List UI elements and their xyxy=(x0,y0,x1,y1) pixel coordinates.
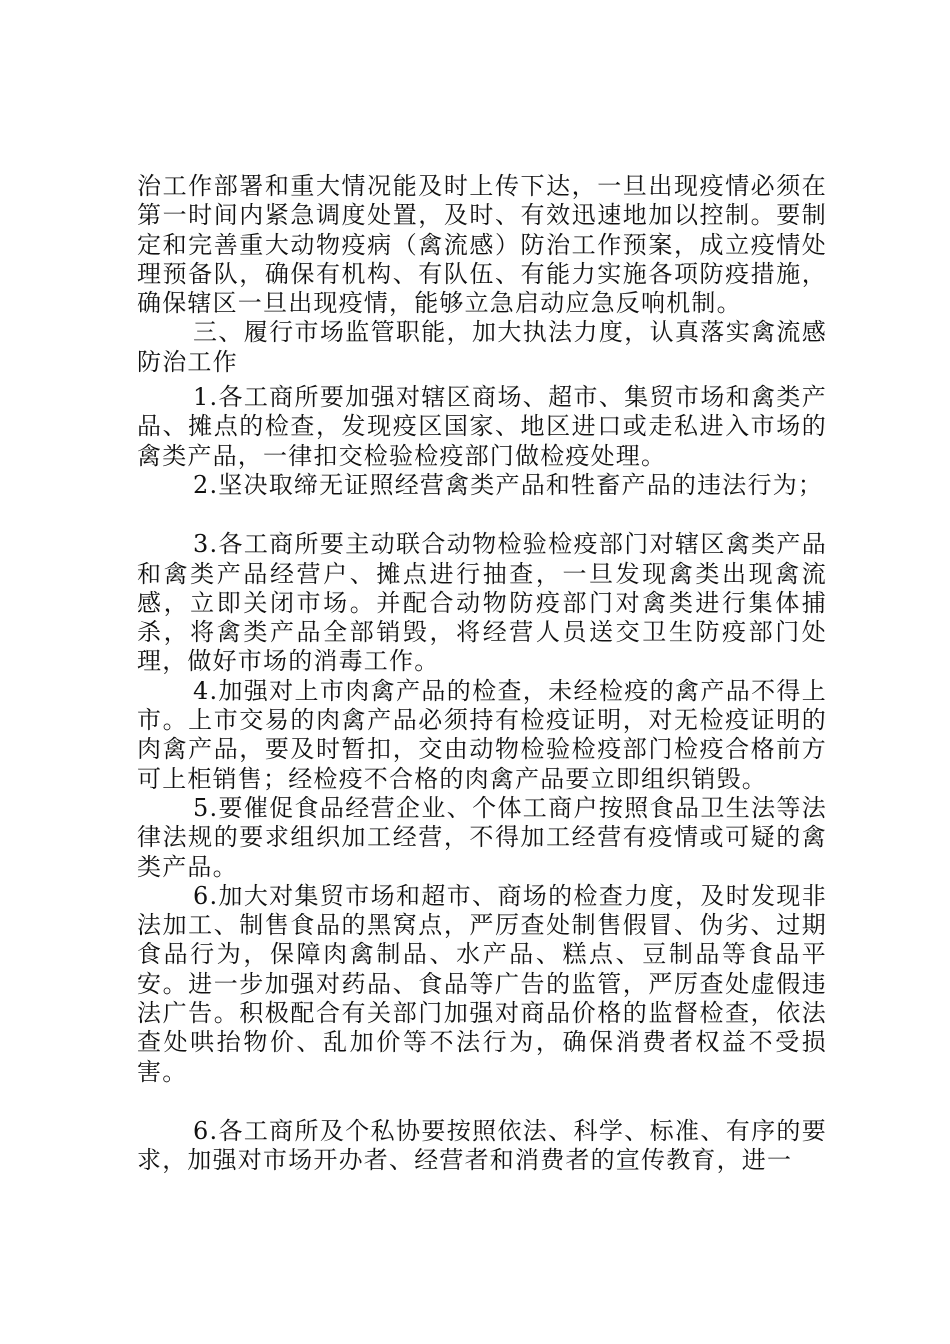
paragraph-item-4: 4.加强对上市肉禽产品的检查，未经检疫的禽产品不得上市。上市交易的肉禽产品必须持有检疫证明，对无检疫证明的肉禽产品，要及时暂扣，交由动物检验检疫部门检疫合格前方可上柜销售；经检疫不合格的肉禽产品要立即组织销毁。 xyxy=(137,676,827,793)
document-body xyxy=(137,172,827,1176)
paragraph-item-1: 1.各工商所要加强对辖区商场、超市、集贸市场和禽类产品、摊点的检查，发现疫区国家、地区进口或走私进入市场的禽类产品，一律扣交检验检疫部门做检疫处理。 xyxy=(137,383,827,470)
paragraph-item-6b: 6.各工商所及个私协要按照依法、科学、标准、有序的要求，加强对市场开办者、经营者和消费者的宣传教育，进一 xyxy=(137,1116,827,1175)
paragraph-continued-epidemic-plan: 治工作部署和重大情况能及时上传下达，一旦出现疫情必须在第一时间内紧急调度处置，及时、有效迅速地加以控制。要制定和完善重大动物疫病（禽流感）防治工作预案，成立疫情处理预备队，确保有机构、有队伍、有能力实施各项防疫措施，确保辖区一旦出现疫情，能够立急启动应急反响机制。 xyxy=(137,172,827,318)
paragraph-item-3: 3.各工商所要主动联合动物检验检疫部门对辖区禽类产品和禽类产品经营户、摊点进行抽查，一旦发现禽类出现禽流感，立即关闭市场。并配合动物防疫部门对禽类进行集体捕杀，将禽类产品全部销毁，将经营人员送交卫生防疫部门处理，做好市场的消毒工作。 xyxy=(137,530,827,676)
section-heading-market-supervision: 三、履行市场监管职能，加大执法力度，认真落实禽流感防治工作 xyxy=(137,318,827,376)
paragraph-item-6a: 6.加大对集贸市场和超市、商场的检查力度，及时发现非法加工、制售食品的黑窝点，严厉查处制售假冒、伪劣、过期食品行为，保障肉禽制品、水产品、糕点、豆制品等食品平安。进一步加强对药品、食品等广告的监管，严厉查处虚假违法广告。积极配合有关部门加强对商品价格的监督检查，依法查处哄抬物价、乱加价等不法行为，确保消费者权益不受损害。 xyxy=(137,881,827,1086)
paragraph-item-2: 2.坚决取缔无证照经营禽类产品和牲畜产品的违法行为； xyxy=(193,470,824,499)
paragraph-item-5: 5.要催促食品经营企业、个体工商户按照食品卫生法等法律法规的要求组织加工经营，不得加工经营有疫情或可疑的禽类产品。 xyxy=(137,793,827,881)
